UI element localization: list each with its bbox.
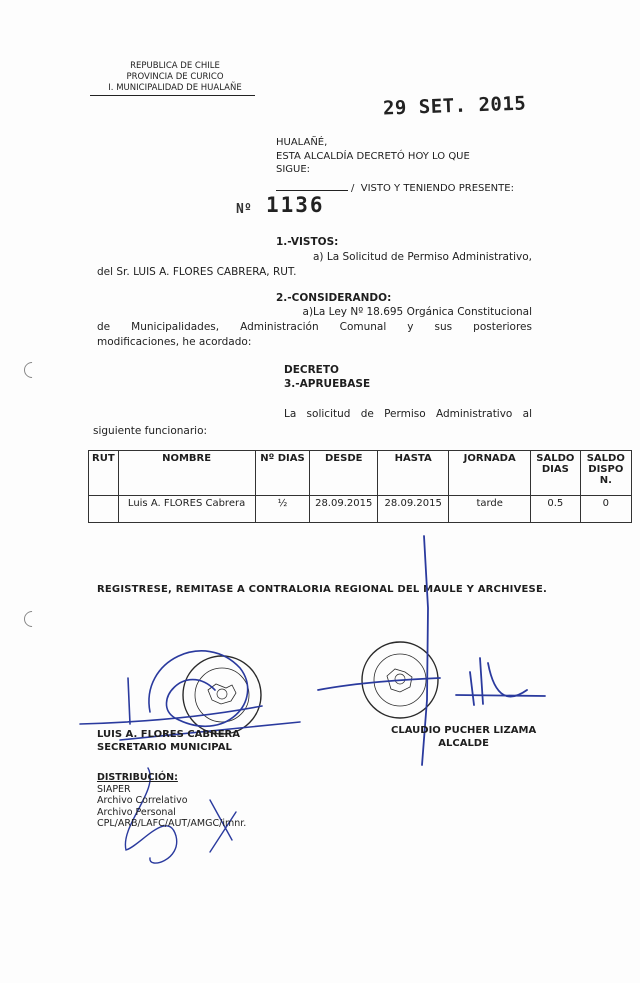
date-stamp: 29 SET. 2015	[382, 92, 527, 120]
seal-left	[183, 656, 261, 734]
signer-right	[391, 724, 536, 750]
decreto-line2: siguiente funcionario:	[93, 425, 208, 437]
number-prefix-mark: Nº	[236, 202, 252, 217]
decreto-line1: La solicitud de Permiso Administrativo al	[284, 408, 532, 420]
signature-left	[80, 651, 300, 740]
col-header-saldo-dispon: SALDO DISPO N.	[580, 451, 631, 496]
letterhead-municipality: I. MUNICIPALIDAD DE HUALAÑE	[108, 83, 242, 93]
considerando-line1: a)La Ley Nº 18.695 Orgánica Constitucional	[302, 306, 532, 318]
vistos-line1: a) La Solicitud de Permiso Administrativo,	[313, 251, 532, 263]
signer-left	[97, 728, 240, 754]
vistos-line2: del Sr. LUIS A. FLORES CABRERA, RUT.	[97, 266, 297, 278]
signer-right-name: CLAUDIO PUCHER LIZAMA	[391, 725, 537, 736]
cell-dias: ½	[255, 496, 310, 523]
distribution-item: SIAPER	[97, 783, 131, 795]
distribution-block	[97, 772, 246, 830]
cell-jornada: tarde	[449, 496, 531, 523]
intro-line1: ESTA ALCALDÍA DECRETÓ HOY LO QUE	[276, 150, 470, 162]
letterhead-province: PROVINCIA DE CURICO	[126, 72, 224, 82]
col-header-saldo-dias: SALDO DIAS	[531, 451, 581, 496]
col-header-nombre: NOMBRE	[118, 451, 255, 496]
col-header-rut: RUT	[89, 451, 119, 496]
col-header-desde: DESDE	[310, 451, 378, 496]
intro-place: HUALAÑÉ,	[276, 137, 328, 148]
distribution-title: DISTRIBUCIÓN:	[97, 772, 178, 783]
cell-saldo-dispon: 0	[580, 496, 631, 523]
decreto-title: DECRETO	[284, 364, 339, 376]
cell-nombre: Luis A. FLORES Cabrera	[118, 496, 255, 523]
cell-desde: 28.09.2015	[310, 496, 378, 523]
decreto-subtitle: 3.-APRUEBASE	[284, 378, 371, 390]
vistos-title: 1.-VISTOS:	[276, 236, 339, 248]
col-header-jornada: JORNADA	[449, 451, 531, 496]
distribution-item: Archivo Personal	[97, 806, 176, 818]
cell-hasta: 28.09.2015	[378, 496, 449, 523]
considerando-line2: de Municipalidades, Administración Comunal y sus posteriores	[97, 321, 532, 333]
signer-left-role: SECRETARIO MUNICIPAL	[97, 742, 232, 753]
decree-number: 1136	[266, 193, 325, 217]
letterhead-country: REPUBLICA DE CHILE	[130, 61, 220, 71]
registrese-line: REGISTRESE, REMITASE A CONTRALORIA REGIONAL DEL MAULE Y ARCHIVESE.	[97, 584, 547, 595]
considerando-title: 2.-CONSIDERANDO:	[276, 292, 392, 304]
signer-left-name: LUIS A. FLORES CABRERA	[97, 729, 240, 740]
intro-block: HUALAÑÉ, ESTA ALCALDÍA DECRETÓ HOY LO QUE SIGUE: / VISTO Y TENIENDO PRESENTE:	[276, 137, 514, 194]
signer-right-role: ALCALDE	[438, 738, 489, 749]
cell-saldo-dias: 0.5	[531, 496, 581, 523]
distribution-item: CPL/ARB/LAFC/AUT/AMGC/imnr.	[97, 818, 247, 829]
distribution-item: Archivo Correlativo	[97, 795, 188, 806]
col-header-hasta: HASTA	[378, 451, 449, 496]
considerando-line3: modificaciones, he acordado:	[97, 336, 252, 348]
col-header-dias: Nº DIAS	[255, 451, 310, 496]
intro-line2: SIGUE:	[276, 164, 311, 175]
intro-line3: VISTO Y TENIENDO PRESENTE:	[360, 182, 514, 194]
